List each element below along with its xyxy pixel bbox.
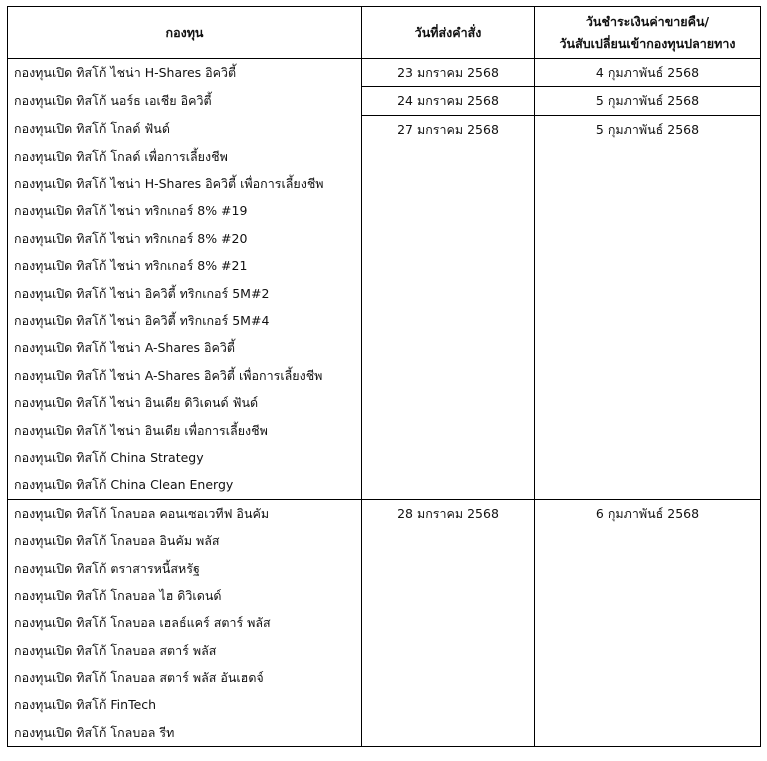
payment-date-cell [535,59,761,87]
fund-list-cell [8,115,362,499]
fund-name: กองทุนเปิด ทิสโก้ โกลบอล สตาร์ พลัส อันเฮดจ์ [14,670,264,686]
order-date: 27 มกราคม 2568 [397,121,499,137]
table-row [8,87,761,115]
fund-name: กองทุนเปิด ทิสโก้ นอร์ธ เอเชีย อิควิตี้ [14,92,212,108]
fund-name: กองทุนเปิด ทิสโก้ โกลบอล สตาร์ พลัส [14,642,217,658]
payment-date: 5 กุมภาพันธ์ 2568 [595,93,700,109]
payment-date-cell [535,499,761,747]
fund-name: กองทุนเปิด ทิสโก้ โกลบอล เฮลธ์แคร์ สตาร์ พลัส [14,615,271,631]
fund-name: กองทุนเปิด ทิสโก้ China Strategy [14,449,204,465]
payment-date: 6 กุมภาพันธ์ 2568 [595,505,700,521]
table-body [8,59,761,747]
order-date-cell [362,115,535,499]
fund-list-cell [8,499,362,747]
table-header-row [8,7,761,59]
fund-name: กองทุนเปิด ทิสโก้ ไชน่า A-Shares อิควิตี้ เพื่อการเลี้ยงชีพ [14,367,323,383]
fund-name: กองทุนเปิด ทิสโก้ ไชน่า H-Shares อิควิตี้ [14,65,237,80]
fund-name: กองทุนเปิด ทิสโก้ โกลบอล คอนเซอเวทีฟ อินคัม [14,505,270,521]
fund-name: กองทุนเปิด ทิสโก้ โกลบอล รีท [14,724,175,740]
fund-name: กองทุนเปิด ทิสโก้ โกลบอล ไฮ ดิวิเดนด์ [14,587,222,603]
fund-name: กองทุนเปิด ทิสโก้ FinTech [14,697,157,713]
order-date: 28 มกราคม 2568 [397,505,499,521]
order-date: 24 มกราคม 2568 [397,93,499,109]
fund-name: กองทุนเปิด ทิสโก้ ไชน่า ทริกเกอร์ 8% #20 [14,230,248,246]
header-order-date: วันที่ส่งคำสั่ง [362,7,535,59]
header-payment-date-line1: วันชำระเงินค่าขายคืน/ [585,13,710,29]
payment-date-cell [535,115,761,499]
fund-name: กองทุนเปิด ทิสโก้ โกลด์ ฟันด์ [14,121,170,137]
fund-name: กองทุนเปิด ทิสโก้ โกลบอล อินคัม พลัส [14,533,220,549]
fund-name: กองทุนเปิด ทิสโก้ ไชน่า A-Shares อิควิตี้ [14,340,236,356]
header-fund: กองทุน [8,7,362,59]
fund-name: กองทุนเปิด ทิสโก้ ไชน่า ทริกเกอร์ 8% #19 [14,203,248,219]
table-row [8,115,761,499]
order-date: 23 มกราคม 2568 [397,65,499,80]
fund-name: กองทุนเปิด ทิสโก้ ไชน่า ทริกเกอร์ 8% #21 [14,258,248,274]
order-date-cell [362,499,535,747]
fund-list-cell [8,59,362,87]
payment-date-cell [535,87,761,115]
fund-name: กองทุนเปิด ทิสโก้ China Clean Energy [14,477,234,493]
table-row [8,59,761,87]
fund-schedule-table [7,6,761,747]
order-date-cell [362,87,535,115]
fund-name: กองทุนเปิด ทิสโก้ โกลด์ เพื่อการเลี้ยงชีพ [14,148,228,164]
order-date-cell [362,59,535,87]
table-row [8,499,761,747]
fund-name: กองทุนเปิด ทิสโก้ ตราสารหนี้สหรัฐ [14,560,200,576]
header-payment-date [535,7,761,59]
fund-name: กองทุนเปิด ทิสโก้ ไชน่า อิควิตี้ ทริกเกอร์ 5M#2 [14,285,270,301]
fund-name: กองทุนเปิด ทิสโก้ ไชน่า อิควิตี้ ทริกเกอร์ 5M#4 [14,313,270,329]
fund-list-cell [8,87,362,115]
payment-date: 5 กุมภาพันธ์ 2568 [595,121,700,137]
fund-name: กองทุนเปิด ทิสโก้ ไชน่า H-Shares อิควิตี้ เพื่อการเลี้ยงชีพ [14,176,324,192]
fund-name: กองทุนเปิด ทิสโก้ ไชน่า อินเดีย เพื่อการเลี้ยงชีพ [14,422,268,438]
payment-date: 4 กุมภาพันธ์ 2568 [595,65,700,80]
header-payment-date-line2: วันสับเปลี่ยนเข้ากองทุนปลายทาง [559,35,736,51]
fund-name: กองทุนเปิด ทิสโก้ ไชน่า อินเดีย ดิวิเดนด์ ฟันด์ [14,395,259,411]
